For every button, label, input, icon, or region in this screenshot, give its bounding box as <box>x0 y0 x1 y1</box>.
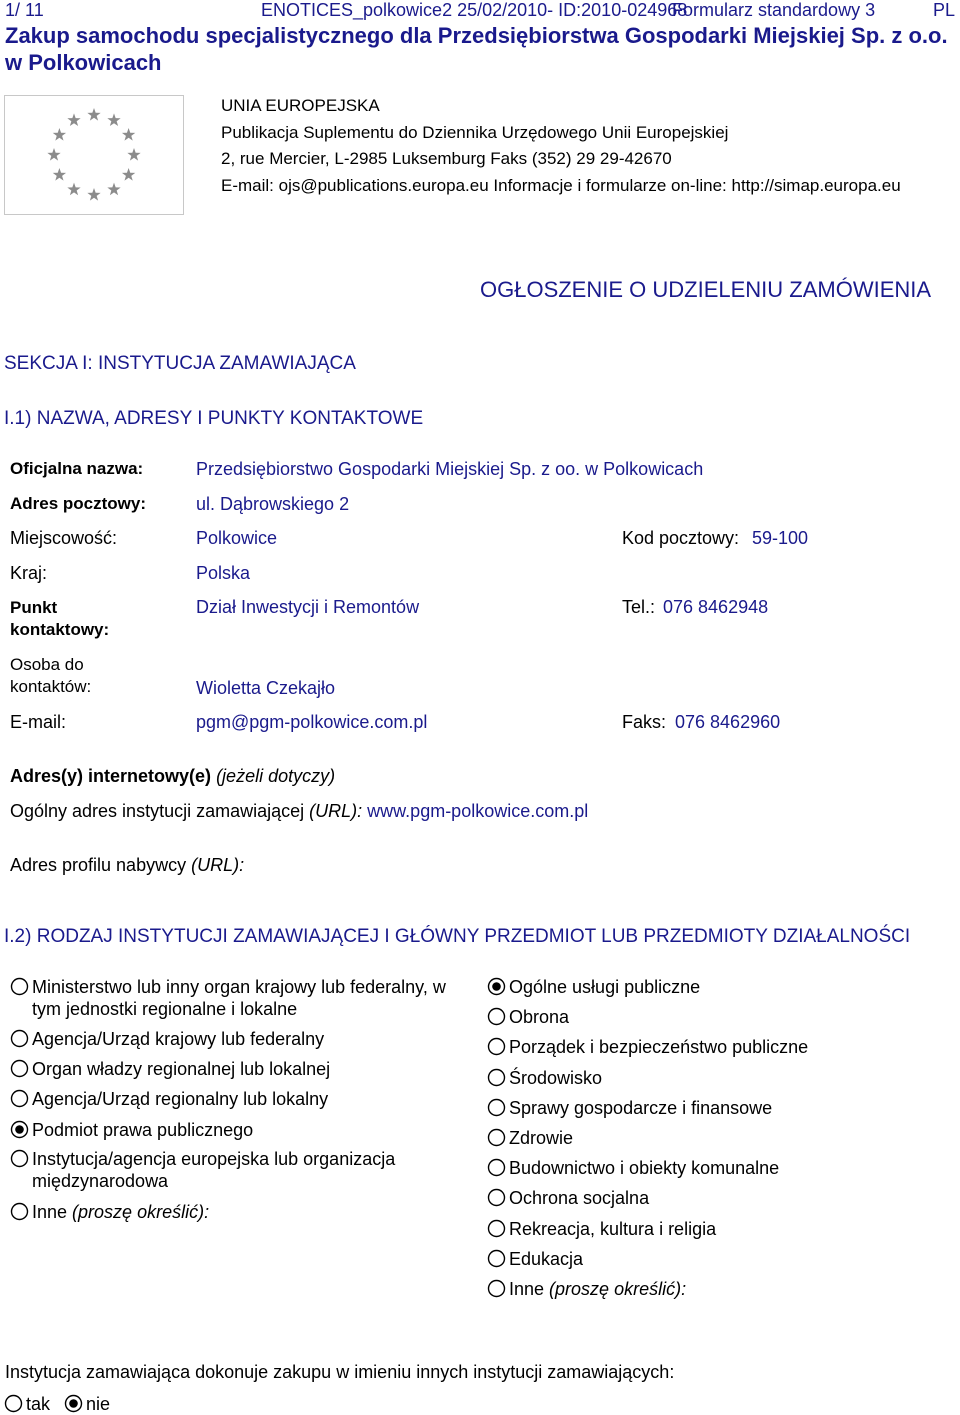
authority-type-3-label: Agencja/Urząd regionalny lub lokalny <box>32 1089 329 1109</box>
radio-unchecked-icon[interactable] <box>10 1059 29 1078</box>
activity-3-label: Środowisko <box>509 1067 603 1088</box>
radio-unchecked-icon[interactable] <box>487 1279 506 1298</box>
section-title: SEKCJA I: INSTYTUCJA ZAMAWIAJĄCA <box>4 353 356 374</box>
eu-name: UNIA EUROPEJSKA <box>221 96 380 115</box>
authority-type-1-label: Agencja/Urząd krajowy lub federalny <box>32 1029 325 1049</box>
contact-point-label: Punkt kontaktowy: <box>10 598 110 639</box>
phone-value: 076 8462948 <box>663 597 769 617</box>
authority-type-2-label: Organ władzy regionalnej lub lokalnej <box>32 1059 331 1079</box>
activity-4-label: Sprawy gospodarcze i finansowe <box>509 1097 773 1118</box>
subsection-title-1: I.1) NAZWA, ADRESY I PUNKTY KONTAKTOWE <box>4 408 424 429</box>
country-value: Polska <box>196 563 251 583</box>
activity-1-label: Obrona <box>509 1007 570 1028</box>
radio-unchecked-icon[interactable] <box>487 1037 506 1056</box>
activity-6-label: Budownictwo i obiekty komunalne <box>509 1158 780 1179</box>
postal-address-label: Adres pocztowy: <box>10 494 147 513</box>
contact-person-value: Wioletta Czekajło <box>196 678 336 698</box>
postal-address-value: ul. Dąbrowskiego 2 <box>196 494 350 514</box>
form-name: Formularz standardowy 3 <box>672 0 876 20</box>
behalf-yes-label: tak <box>26 1394 51 1414</box>
buyer-profile-row: Adres profilu nabywcy (URL): <box>10 855 245 875</box>
authority-type-5-label: Instytucja/agencja europejska lub organizacja międzynarodowa <box>32 1149 396 1191</box>
radio-unchecked-icon[interactable] <box>10 1149 29 1168</box>
behalf-question: Instytucja zamawiająca dokonuje zakupu w imieniu innych instytucji zamawiających: <box>5 1362 675 1382</box>
activity-10-label: Inne (proszę określić): <box>509 1279 687 1299</box>
country-label: Kraj: <box>10 563 48 583</box>
eu-publication-info <box>221 93 901 199</box>
activity-5-label: Zdrowie <box>509 1128 574 1148</box>
email-label: E-mail: <box>10 712 67 732</box>
radio-unchecked-icon[interactable] <box>487 1158 506 1177</box>
activity-0-label: Ogólne usługi publiczne <box>509 977 701 997</box>
notice-title: OGŁOSZENIE O UDZIELENIU ZAMÓWIENIA <box>480 277 932 302</box>
activity-2-label: Porządek i bezpieczeństwo publiczne <box>509 1037 809 1058</box>
language-code: PL <box>932 0 955 20</box>
document-title: Zakup samochodu specjalistycznego dla Przedsiębiorstwa Gospodarki Miejskiej Sp. z o.o. w Polkowicach <box>5 23 948 75</box>
phone-label: Tel.: <box>622 597 656 617</box>
official-name-value: Przedsiębiorstwo Gospodarki Miejskiej Sp. z oo. w Polkowicach <box>196 459 704 479</box>
radio-unchecked-icon[interactable] <box>487 1249 506 1268</box>
fax-value: 076 8462960 <box>675 712 781 732</box>
authority-type-6-label: Inne (proszę określić): <box>32 1202 210 1222</box>
radio-checked-icon[interactable] <box>487 977 506 996</box>
behalf-no-label: nie <box>86 1394 111 1414</box>
eu-stars-icon <box>5 96 183 214</box>
header-line <box>5 0 955 22</box>
activity-7-label: Ochrona socjalna <box>509 1188 650 1209</box>
radio-unchecked-icon[interactable] <box>10 1089 29 1108</box>
activity-8-label: Rekreacja, kultura i religia <box>509 1218 717 1239</box>
radio-unchecked-icon[interactable] <box>487 1007 506 1026</box>
subsection-title-2: I.2) RODZAJ INSTYTUCJI ZAMAWIAJĄCEJ I GŁÓWNY PRZEDMIOT LUB PRZEDMIOTY DZIAŁALNOŚCI <box>4 926 911 947</box>
internet-addresses-heading: Adres(y) internetowy(e) (jeżeli dotyczy) <box>10 766 336 786</box>
eu-publication: Publikacja Suplementu do Dziennika Urzędowego Unii Europejskiej <box>221 122 729 142</box>
radio-unchecked-icon[interactable] <box>487 1188 506 1207</box>
radio-checked-icon[interactable] <box>10 1120 29 1139</box>
postcode-value: 59-100 <box>752 528 809 548</box>
authority-type-4-label: Podmiot prawa publicznego <box>32 1120 254 1140</box>
activity-9-label: Edukacja <box>509 1248 584 1269</box>
radio-unchecked-icon[interactable] <box>487 1219 506 1238</box>
radio-unchecked-icon[interactable] <box>487 1128 506 1147</box>
postcode-label: Kod pocztowy: <box>622 528 740 548</box>
eu-contact: E-mail: ojs@publications.europa.eu Informacje i formularze on-line: http://simap.europa.eu <box>221 175 901 195</box>
radio-unchecked-icon[interactable] <box>4 1394 23 1413</box>
official-name-label: Oficjalna nazwa: <box>10 459 144 478</box>
notice-id: ENOTICES_polkowice2 25/02/2010- ID:2010-024968 <box>261 0 688 20</box>
page-number: 1/ 11 <box>5 0 44 20</box>
city-label: Miejscowość: <box>10 528 118 548</box>
authority-type-6-note: (proszę określić): <box>67 1202 210 1222</box>
authority-type-0-label: Ministerstwo lub inny organ krajowy lub federalny, w tym jednostki regionalne i lokalne <box>32 977 446 1019</box>
contact-point-value: Dział Inwestycji i Remontów <box>196 597 420 617</box>
radio-unchecked-icon[interactable] <box>487 1068 506 1087</box>
radio-unchecked-icon[interactable] <box>10 1202 29 1221</box>
eu-address: 2, rue Mercier, L-2985 Luksemburg Faks (352) 29 29-42670 <box>221 149 672 168</box>
radio-unchecked-icon[interactable] <box>10 1029 29 1048</box>
general-url-link[interactable]: www.pgm-polkowice.com.pl <box>367 801 589 821</box>
city-value: Polkowice <box>196 528 278 548</box>
fax-label: Faks: <box>622 712 667 732</box>
eu-flag-logo <box>4 95 184 215</box>
radio-checked-icon[interactable] <box>64 1394 83 1413</box>
general-address-row: Ogólny adres instytucji zamawiającej (URL): www.pgm-polkowice.com.pl <box>10 801 589 821</box>
activity-10-note: (proszę określić): <box>544 1279 687 1299</box>
radio-unchecked-icon[interactable] <box>487 1098 506 1117</box>
contact-person-label: Osoba do kontaktów: <box>10 655 92 696</box>
radio-unchecked-icon[interactable] <box>10 977 29 996</box>
email-value: pgm@pgm-polkowice.com.pl <box>196 712 428 732</box>
